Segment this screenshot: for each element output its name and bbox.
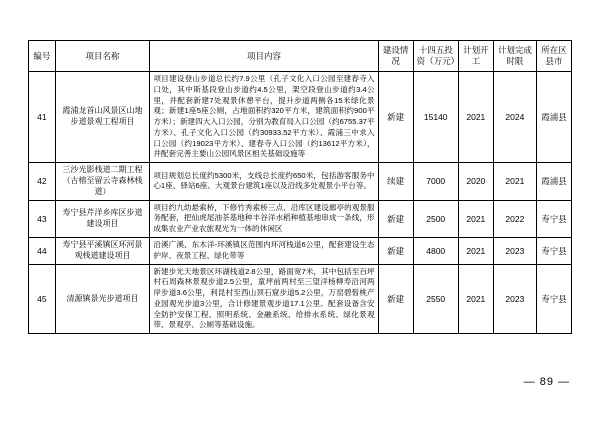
cell-project-name: 清源镇景光步道项目 <box>55 264 150 334</box>
column-header-start: 计划开工 <box>458 41 493 72</box>
cell-project-name: 三沙光影栈道二期工程（古榕至留云寺森林栈道） <box>55 163 150 200</box>
cell-project-name: 寿宁县平溪镇区环河景观栈道建设项目 <box>55 237 150 264</box>
cell-status: 新建 <box>378 264 413 334</box>
page-number: — 89 — <box>523 376 570 388</box>
cell-project-name: 寿宁县芹洋乡库区步道建设项目 <box>55 200 150 237</box>
cell-start-year: 2021 <box>458 264 493 334</box>
cell-no: 42 <box>29 163 56 200</box>
cell-project-name: 霞浦龙首山风景区山地步道景观工程项目 <box>55 72 150 163</box>
cell-region: 寿宁县 <box>536 237 571 264</box>
cell-project-content: 项目建设登山步道总长约7.9公里（孔子文化入口公园至建春寺入口处，其中斯基段登山步道约4.5公里，架空段登山步道约3.4公里，并配套新建7处观景休憩平台，提升步道两侧各15米绿化景观；新建1座5座公厕，占地面积约320平方米，建筑面积约900平方米）；新建四大入口公园，分别为教育局入口公园（约6755.37平方米）、孔子文化入口公园（约30933.52平方米）、霞浦三中求入口公园（约19023平方米）、建春寺入口公园（约13612平方米），并配套完善主要山公园风景区相关基础设施等 <box>150 72 378 163</box>
column-header-no: 编号 <box>29 41 56 72</box>
table-row <box>29 264 572 334</box>
cell-finish-year: 2023 <box>493 264 536 334</box>
cell-project-content: 沿溪广溪、东木洋-环溪镇区范围内环河栈道6公里，配套建设生态护岸、夜景工程、绿化带等 <box>150 237 378 264</box>
column-header-status: 建设情况 <box>378 41 413 72</box>
cell-region: 寿宁县 <box>536 200 571 237</box>
cell-project-content: 新建步光天地景区环湖栈道2.8公里，路面宽7米，其中包括至百坪村石周森林景观步道2.5公里，童坪前两村至三望洋杨柳寿沿河两岸步道3.6公里，利昆村至西山顶石窟步道5.2公里，万窑碧髫桃产业园观光步道3公里，合计修建景观步道17.1公里。配套设备含安全防护安保工程、照明系统、金融系统、给排水系统、绿化景观带、景观亭、公厕等基础设施。 <box>150 264 378 334</box>
cell-start-year: 2020 <box>458 163 493 200</box>
cell-start-year: 2021 <box>458 72 493 163</box>
cell-project-content: 项目约九幼悬索桥，下修竹秀索桥三点、沿库区建设廊亭的观景服务配套，把仙虎尾油茶基地种丰谷洋水稻种植基地串成一条线，形成集农业产业农旅观光为一体的休闲区 <box>150 200 378 237</box>
table-header-row <box>29 41 572 72</box>
table-row <box>29 200 572 237</box>
cell-region: 霞浦县 <box>536 72 571 163</box>
cell-finish-year: 2022 <box>493 200 536 237</box>
cell-status: 新建 <box>378 237 413 264</box>
table-row <box>29 72 572 163</box>
cell-no: 45 <box>29 264 56 334</box>
table-row <box>29 237 572 264</box>
column-header-content: 项目内容 <box>150 41 378 72</box>
cell-project-content: 项目规划总长度约5300米，支线总长度约650米，包括游客服务中心1座、驿站6座、大观景台建筑1座以及沿线多处观景小平台等。 <box>150 163 378 200</box>
cell-region: 寿宁县 <box>536 264 571 334</box>
cell-investment: 2500 <box>413 200 458 237</box>
column-header-finish: 计划完成时限 <box>493 41 536 72</box>
cell-investment: 15140 <box>413 72 458 163</box>
cell-no: 41 <box>29 72 56 163</box>
column-header-name: 项目名称 <box>55 41 150 72</box>
cell-start-year: 2021 <box>458 200 493 237</box>
cell-investment: 2550 <box>413 264 458 334</box>
table-row <box>29 163 572 200</box>
cell-start-year: 2021 <box>458 237 493 264</box>
cell-finish-year: 2021 <box>493 163 536 200</box>
column-header-region: 所在区县市 <box>536 41 571 72</box>
cell-status: 新建 <box>378 72 413 163</box>
table-header <box>29 41 572 72</box>
cell-no: 43 <box>29 200 56 237</box>
cell-region: 霞浦县 <box>536 163 571 200</box>
cell-finish-year: 2024 <box>493 72 536 163</box>
cell-investment: 4800 <box>413 237 458 264</box>
cell-status: 新建 <box>378 200 413 237</box>
column-header-investment: 十四五投资（万元） <box>413 41 458 72</box>
cell-status: 续建 <box>378 163 413 200</box>
cell-investment: 7000 <box>413 163 458 200</box>
table-body <box>29 72 572 334</box>
cell-no: 44 <box>29 237 56 264</box>
project-table <box>28 40 572 334</box>
cell-finish-year: 2023 <box>493 237 536 264</box>
